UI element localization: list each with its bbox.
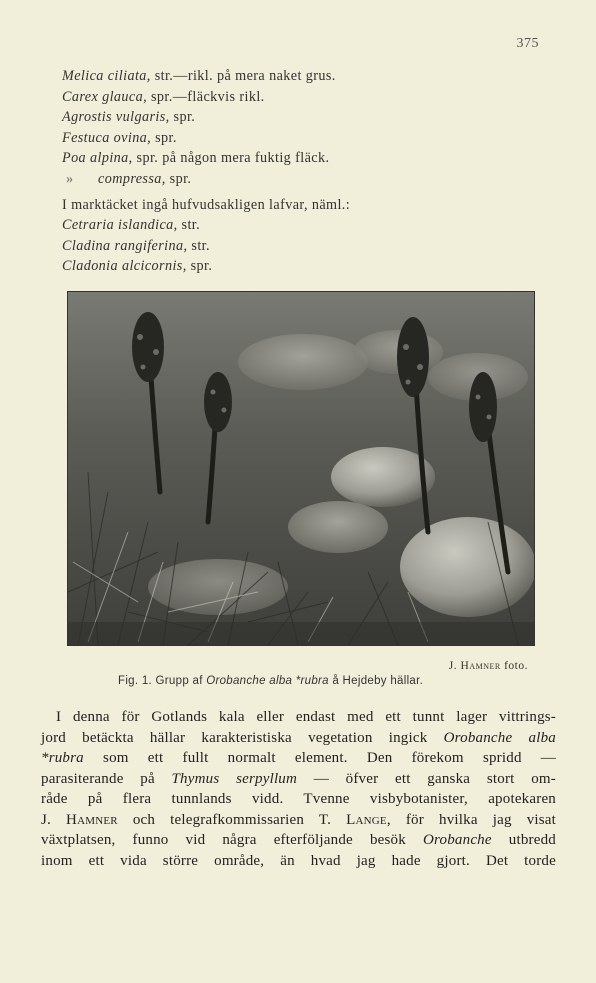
body-line [41,789,556,810]
species-abundance: spr. [151,129,177,146]
species-line [62,128,542,149]
species-list [62,66,542,277]
photo-credit-initial: J. [448,660,461,672]
body-line [41,748,556,769]
body-line [41,810,556,831]
body-text: växtplatsen, funno vid några efterföljande besök [41,832,406,848]
species-name: compressa, [98,170,166,187]
caption-prefix: Fig. 1. Grupp af [118,675,207,687]
body-text: för hvilka jag visat [405,811,557,828]
species-name: Festuca ovina, [62,129,152,146]
lichen-line [62,256,542,277]
figure-photograph [67,291,535,646]
body-text: råde på flera tunnlands vidd. Tvenne visbybotanister, apotekaren [41,791,556,807]
photo-credit-suffix: foto. [500,660,528,672]
body-line [41,707,556,728]
body-italic: *rubra [41,750,84,766]
species-name: Agrostis vulgaris, [62,109,170,126]
body-line [41,830,556,851]
lichen-line [62,215,542,236]
body-text: inom ett vida större område, än hvad jag hade gjort. Det torde [41,852,556,869]
lichen-name: Cladina rangiferina, [62,237,188,254]
species-abundance: str.—rikl. på mera naket grus. [150,68,336,84]
species-name: Carex glauca, [62,88,148,105]
species-line [62,87,542,108]
body-text: J. [41,811,51,828]
body-text: som ett fullt normalt element. Den förekom spridd — [103,750,556,766]
lichen-abundance: spr. [186,258,213,275]
page-number: 375 [516,36,539,51]
species-name: Melica ciliata, [62,68,151,84]
body-text: och telegrafkommissarien T. [132,811,332,828]
species-line [62,169,542,190]
photo-credit [449,660,528,672]
species-line [62,66,542,87]
ditto-mark: » [66,170,74,187]
body-line [41,769,556,790]
body-text: parasiterande på [41,770,155,787]
lichen-intro: I marktäcket ingå hufvudsakligen lafvar, näml.: [62,196,351,213]
lichen-name: Cladonia alcicornis, [62,258,187,275]
species-name: Poa alpina, [62,150,133,167]
caption-species: Orobanche alba *rubra [206,675,329,687]
body-line [41,728,556,749]
species-abundance: spr.—fläckvis rikl. [147,88,265,105]
body-italic: Orobanche [423,832,492,848]
body-text: — öfver ett ganska stort om- [313,770,556,787]
species-abundance: spr. på någon mera fuktig fläck. [132,150,330,167]
body-line [41,851,556,872]
caption-suffix: å Hejdeby hällar. [328,675,424,687]
body-text: I denna för Gotlands kala eller endast med ett tunnt lager vittrings- [56,709,556,725]
lichen-abundance: str. [187,237,210,254]
species-line [62,107,542,128]
lichen-line [62,236,542,257]
figure-caption [118,675,423,687]
body-text: utbredd [508,832,557,848]
species-line [62,148,542,169]
body-smallcaps: Hamner [66,811,118,828]
body-italic: Thymus serpyllum [171,770,298,787]
body-paragraph [41,707,556,871]
species-abundance: spr. [165,170,192,187]
body-text: jord betäckta hällar karakteristiska vegetation ingick [41,729,428,746]
lichen-abundance: str. [177,217,201,234]
species-abundance: spr. [169,109,196,126]
photo-credit-name: Hamner [460,660,501,672]
body-smallcaps: Lange, [346,811,391,828]
lichen-name: Cetraria islandica, [62,217,178,234]
body-italic: Orobanche alba [443,729,556,746]
